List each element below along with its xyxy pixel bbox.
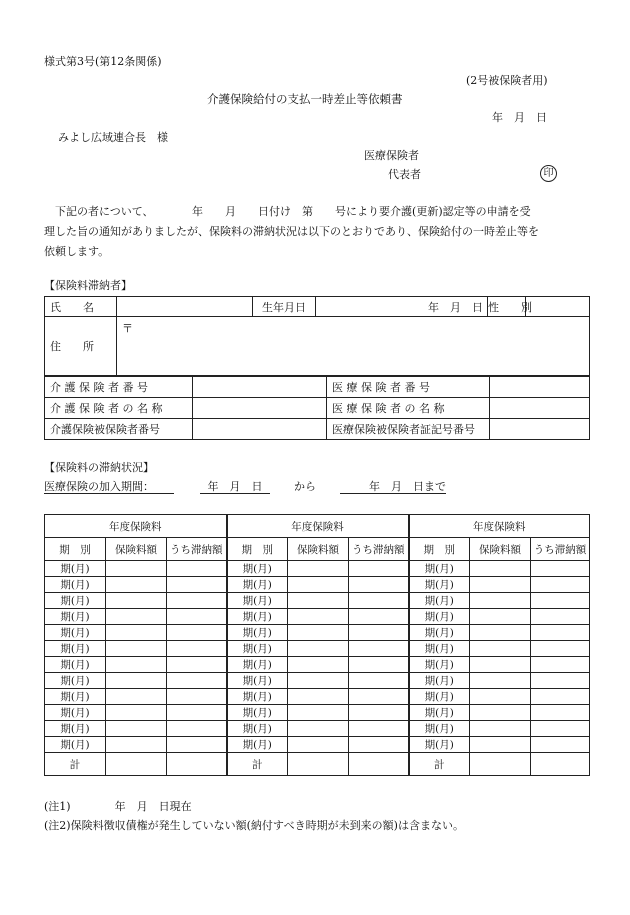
arrears-cell[interactable] [349,577,409,593]
period-row [45,593,590,609]
representative-label: 代表者 [388,168,421,181]
period-label: 期(月) [227,561,288,577]
delinquent-person-table [44,296,590,376]
arrears-cell[interactable] [531,625,590,641]
period-label: 期(月) [227,689,288,705]
arrears-cell[interactable] [531,577,590,593]
period-label: 期(月) [227,577,288,593]
arrears-cell[interactable] [531,609,590,625]
arrears-col-header: うち滞納額 [531,538,590,561]
period-label: 期(月) [45,593,106,609]
period-label: 期(月) [409,657,470,673]
amount-cell[interactable] [106,721,167,737]
arrears-cell[interactable] [349,625,409,641]
medical-insurer-number-label: 医 療 保 険 者 番 号 [327,377,490,398]
body-line-3: 依頼します。 [44,245,110,258]
period-col-header: 期 別 [409,538,470,561]
arrears-cell[interactable] [349,641,409,657]
period-row [45,657,590,673]
document-title: 介護保険給付の支払一時差止等依頼書 [207,92,403,106]
amount-cell[interactable] [288,673,349,689]
amount-cell[interactable] [288,561,349,577]
arrears-cell[interactable] [349,593,409,609]
arrears-cell[interactable] [531,721,590,737]
amount-col-header: 保険料額 [106,538,167,561]
period-row [45,641,590,657]
amount-cell[interactable] [106,609,167,625]
arrears-cell[interactable] [167,561,227,577]
period-label: 期(月) [227,593,288,609]
medical-insurer-name-label: 医 療 保 険 者 の 名 称 [327,398,490,419]
period-label: 期(月) [409,737,470,753]
amount-cell[interactable] [106,641,167,657]
sex-value-cell[interactable] [526,297,590,317]
period-row [45,673,590,689]
amount-cell[interactable] [470,737,531,753]
arrears-cell[interactable] [349,609,409,625]
care-insurer-name-cell[interactable] [193,398,327,419]
period-label: 期(月) [45,721,106,737]
note-2: (注2)保険料徴収債権が発生していない額(納付すべき時期が未到来の額)は含まない。 [44,819,464,832]
amount-cell[interactable] [470,673,531,689]
from-word: から [294,480,316,493]
amount-cell[interactable] [288,657,349,673]
amount-cell[interactable] [288,737,349,753]
insurer-label: 医療保険者 [364,149,419,162]
arrears-cell[interactable] [167,641,227,657]
amount-cell[interactable] [106,625,167,641]
arrears-cell[interactable] [531,673,590,689]
arrears-cell[interactable] [167,721,227,737]
period-label: 期(月) [227,673,288,689]
arrears-cell[interactable] [531,737,590,753]
body-line-1: 下記の者について、 年 月 日付け 第 号により要介護(更新)認定等の申請を受 [55,205,531,218]
arrears-cell[interactable] [349,721,409,737]
amount-cell[interactable] [470,625,531,641]
arrears-cell[interactable] [531,657,590,673]
address-label: 住 所 [45,317,117,376]
period-label: 期(月) [45,641,106,657]
amount-cell[interactable] [106,593,167,609]
total-label: 計 [409,753,470,776]
period-label: 期(月) [409,561,470,577]
amount-cell[interactable] [470,593,531,609]
amount-cell[interactable] [470,641,531,657]
amount-col-header: 保険料額 [288,538,349,561]
arrears-cell[interactable] [531,561,590,577]
period-label: 期(月) [45,657,106,673]
medical-insured-card-label: 医療保険被保険者証記号番号 [327,419,490,440]
care-insurer-name-label: 介 護 保 険 者 の 名 称 [45,398,193,419]
birth-value[interactable]: 年 月 日 [316,297,488,317]
amount-cell[interactable] [106,577,167,593]
period-label: 期(月) [409,609,470,625]
period-label: 期(月) [409,593,470,609]
amount-cell[interactable] [470,705,531,721]
period-row [45,577,590,593]
period-label: 期(月) [227,721,288,737]
arrears-cell[interactable] [167,625,227,641]
birth-label: 生年月日 [253,297,316,317]
postal-mark: 〒 [122,322,133,335]
amount-cell[interactable] [288,721,349,737]
period-label: 期(月) [409,625,470,641]
period-label: 期(月) [409,721,470,737]
period-row [45,737,590,753]
arrears-cell[interactable] [531,689,590,705]
amount-cell[interactable] [106,737,167,753]
total-label: 計 [227,753,288,776]
amount-cell[interactable] [288,705,349,721]
delinquent-section-title: 【保険料滞納者】 [44,279,132,292]
period-label: 期(月) [45,689,106,705]
amount-cell[interactable] [288,609,349,625]
period-label: 期(月) [45,577,106,593]
period-label: 期(月) [227,657,288,673]
period-label: 期(月) [409,689,470,705]
period-label: 期(月) [227,625,288,641]
amount-cell[interactable] [106,673,167,689]
document-date: 年 月 日 [492,111,547,124]
period-row [45,625,590,641]
medical-insurer-number-cell[interactable] [490,377,590,398]
period-row [45,609,590,625]
period-label: 期(月) [45,609,106,625]
arrears-section-title: 【保険料の滞納状況】 [44,461,154,474]
period-label: 期(月) [409,673,470,689]
amount-cell[interactable] [470,577,531,593]
period-label: 期(月) [45,625,106,641]
period-label: 期(月) [227,609,288,625]
amount-cell[interactable] [288,641,349,657]
period-col-header: 期 別 [45,538,106,561]
amount-cell[interactable] [470,561,531,577]
period-rows [45,561,590,753]
period-label: 期(月) [409,577,470,593]
total-arrears-cell[interactable] [349,753,409,776]
arrears-cell[interactable] [349,689,409,705]
name-label: 氏 名 [45,297,117,317]
period-label: 期(月) [409,641,470,657]
amount-cell[interactable] [288,625,349,641]
period-label: 期(月) [227,705,288,721]
arrears-cell[interactable] [167,737,227,753]
period-col-header: 期 別 [227,538,288,561]
arrears-cell[interactable] [349,737,409,753]
arrears-table [44,514,590,776]
body-line-2: 理した旨の通知がありましたが、保険料の滞納状況は以下のとおりであり、保険給付の一時差止等を [44,225,539,238]
total-amount-cell[interactable] [288,753,349,776]
period-row [45,721,590,737]
arrears-cell[interactable] [531,705,590,721]
amount-cell[interactable] [470,609,531,625]
period-label: 期(月) [45,705,106,721]
sex-label: 性 別 [488,297,526,317]
period-label: 期(月) [227,737,288,753]
amount-cell[interactable] [288,689,349,705]
form-number: 様式第3号(第12条関係) [44,55,162,68]
period-label: 期(月) [227,641,288,657]
total-arrears-cell[interactable] [531,753,590,776]
amount-cell[interactable] [470,657,531,673]
fiscal-year-header-2: 年度保険料 [227,515,409,538]
amount-cell[interactable] [470,721,531,737]
care-insured-number-label: 介護保険被保険者番号 [45,419,193,440]
medical-insured-card-cell[interactable] [490,419,590,440]
arrears-cell[interactable] [167,609,227,625]
total-label: 計 [45,753,106,776]
arrears-col-header: うち滞納額 [349,538,409,561]
arrears-cell[interactable] [349,673,409,689]
care-insurer-number-label: 介 護 保 険 者 番 号 [45,377,193,398]
arrears-cell[interactable] [167,689,227,705]
enrollment-to-date[interactable]: 年 月 日まで [340,481,446,494]
amount-cell[interactable] [288,593,349,609]
fiscal-year-header-3: 年度保険料 [409,515,590,538]
arrears-col-header: うち滞納額 [167,538,227,561]
period-label: 期(月) [409,705,470,721]
amount-cell[interactable] [106,705,167,721]
total-amount-cell[interactable] [106,753,167,776]
arrears-cell[interactable] [349,657,409,673]
period-row [45,561,590,577]
enrollment-period-label: 医療保険の加入期間： [44,481,174,494]
total-amount-cell[interactable] [470,753,531,776]
fiscal-year-header-1: 年度保険料 [45,515,227,538]
period-label: 期(月) [45,673,106,689]
amount-cell[interactable] [106,657,167,673]
insured-type: (2号被保険者用) [466,74,548,87]
amount-cell[interactable] [106,561,167,577]
period-label: 期(月) [45,561,106,577]
period-label: 期(月) [45,737,106,753]
amount-cell[interactable] [288,577,349,593]
address-cell[interactable] [117,317,590,376]
amount-col-header: 保険料額 [470,538,531,561]
arrears-cell[interactable] [167,577,227,593]
arrears-cell[interactable] [531,593,590,609]
arrears-cell[interactable] [167,673,227,689]
request-body [44,202,589,262]
seal-mark: 印 [540,165,557,182]
arrears-cell[interactable] [167,593,227,609]
care-insured-number-cell[interactable] [193,419,327,440]
period-row [45,689,590,705]
care-insurer-number-cell[interactable] [193,377,327,398]
medical-insurer-name-cell[interactable] [490,398,590,419]
note-1: (注1) 年 月 日現在 [44,800,192,813]
enrollment-from-date[interactable]: 年 月 日 [200,481,270,494]
period-row [45,705,590,721]
arrears-cell[interactable] [349,561,409,577]
name-value-cell[interactable] [117,297,253,317]
insurance-info-table [44,376,590,440]
total-arrears-cell[interactable] [167,753,227,776]
addressee: みよし広域連合長 様 [58,131,168,144]
amount-cell[interactable] [470,689,531,705]
arrears-cell[interactable] [167,657,227,673]
arrears-cell[interactable] [349,705,409,721]
arrears-cell[interactable] [167,705,227,721]
amount-cell[interactable] [106,689,167,705]
arrears-cell[interactable] [531,641,590,657]
